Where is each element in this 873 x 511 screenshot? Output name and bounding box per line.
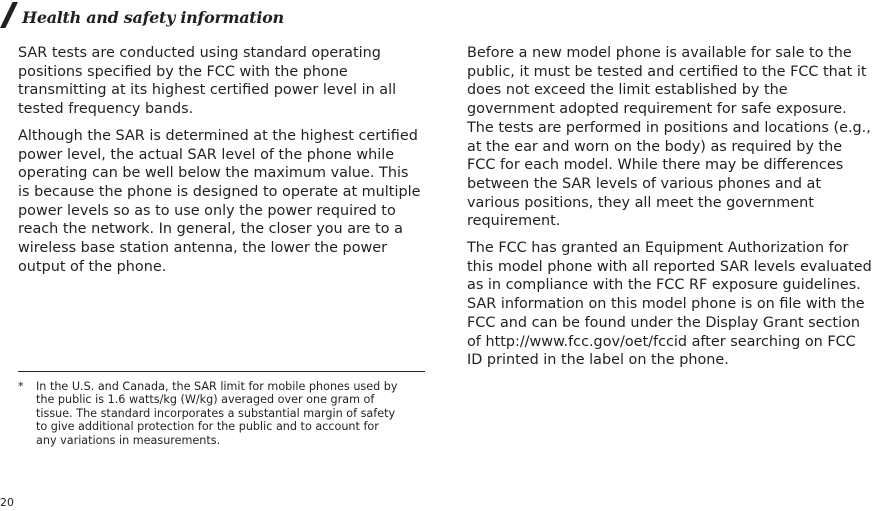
paragraph-equipment-authorization: The FCC has granted an Equipment Authorization for this model phone with all reported SAR levels evaluated as in compliance with the FCC RF exposure guidelines. SAR information on this model phone is on file with the FCC and can be found under the Display Grant section of http://www.fcc.gov/oet/fccid after searching on FCC ID printed in the label on the phone. (467, 240, 872, 369)
footnote-marker: * (18, 380, 24, 393)
page-number: 20 (0, 496, 14, 509)
paragraph-sar-level: Although the SAR is determined at the highest certified power level, the actual SAR level of the phone while operating can be well below the maximum value. This is because the phone is designed to operate at multiple power levels so as to use only the power required to reach the network. In general, the closer you are to a wireless base station antenna, the lower the power output of the phone. (18, 127, 421, 275)
footnote (18, 380, 398, 447)
footnote-text: In the U.S. and Canada, the SAR limit for mobile phones used by the public is 1.6 watts/kg (W/kg) averaged over one gram of tissue. The standard incorporates a substantial margin of safety to give additional protection for the public and to account for any variations in measurements. (36, 380, 398, 447)
page-header-title: Health and safety information (22, 8, 284, 27)
right-text-column (467, 44, 873, 378)
paragraph-certification: Before a new model phone is available for sale to the public, it must be tested and certified to the FCC that it does not exceed the limit established by the government adopted requirement for safe exposure. The tests are performed in positions and locations (e.g., at the ear and worn on the body) as required by the FCC for each model. While there may be differences between the SAR levels of various phones and at various positions, they all meet the government requirement. (467, 45, 871, 230)
paragraph-sar-tests: SAR tests are conducted using standard operating positions specified by the FCC with the phone transmitting at its highest certified power level in all tested frequency bands. (18, 45, 397, 118)
left-text-column (18, 44, 424, 284)
footnote-divider (18, 371, 425, 372)
header-accent-bar (0, 2, 18, 28)
